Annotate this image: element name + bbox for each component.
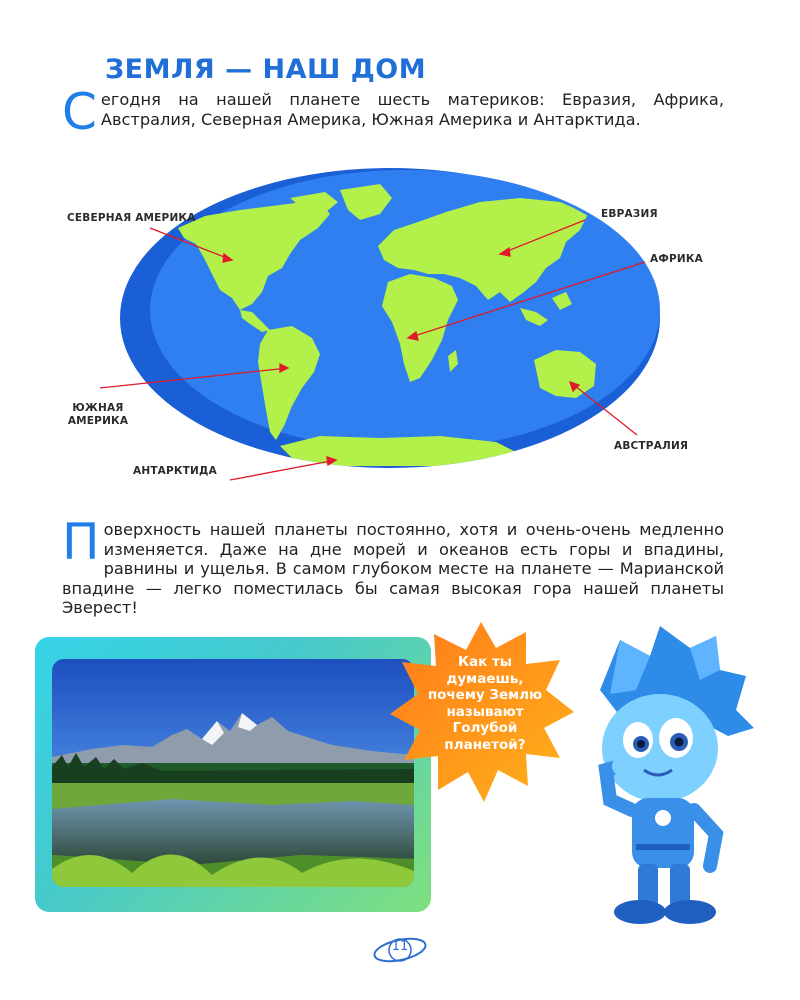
page-number: 11: [391, 939, 409, 954]
body-dropcap: П: [62, 513, 100, 571]
label-africa: АФРИКА: [650, 253, 703, 265]
landscape-photo: [52, 659, 414, 887]
body-paragraph: [62, 513, 724, 618]
intro-dropcap: С: [62, 83, 97, 141]
intro-paragraph: [62, 83, 724, 141]
label-australia: АВСТРАЛИЯ: [614, 440, 689, 452]
character-illustration: [540, 620, 770, 930]
page-title: ЗЕМЛЯ — НАШ ДОМ: [105, 54, 427, 85]
label-south-america: ЮЖНАЯ АМЕРИКА: [67, 402, 129, 427]
intro-text: егодня на нашей планете шесть материков: Евразия, Африка, Австралия, Северная Америка, Южная Америка и Антарктида.: [100, 90, 724, 129]
speech-bubble-text: Как ты думаешь, почему Землю называют Голубой планетой?: [427, 654, 543, 753]
label-antarctica: АНТАРКТИДА: [133, 465, 217, 477]
label-north-america: СЕВЕРНАЯ АМЕРИКА: [67, 212, 196, 224]
world-map: [0, 150, 800, 490]
body-text: оверхность нашей планеты постоянно, хотя и очень-очень медленно изменяется. Даже на дне морей и океанов есть горы и впадины, равнины и ущелья. В самом глубоком месте на планете — Марианской впадине — легко поместилась бы самая высокая гора нашей планеты Эверест!: [62, 520, 724, 617]
page-number-badge: [360, 930, 440, 970]
label-eurasia: ЕВРАЗИЯ: [601, 208, 658, 220]
